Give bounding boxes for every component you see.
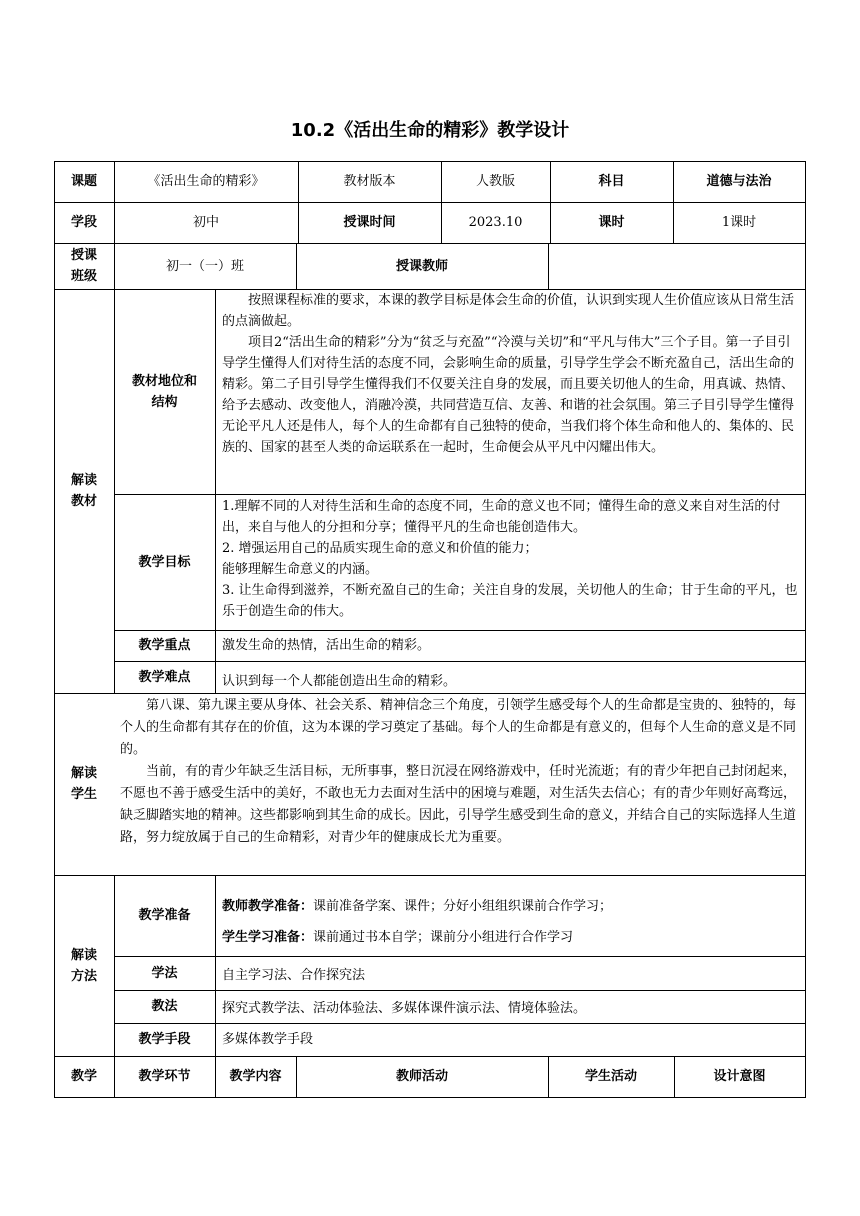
methods-label-line1: 解读 <box>70 947 97 963</box>
students-paragraph-2: 当前，有的青少年缺乏生活目标，无所事事，整日沉浸在网络游戏中，任时光流逝；有的青少年把自己封闭起来，不愿也不善于感受生活中的美好，不敢也无力去面对生活中的困境与难题，对生活失去信心；有的青少年则好高骛远，缺乏脚踏实地的精神。这些都影响到其生命的成长。因此，引导学生感受到生命的意义，并结合自己的实际选择人生道路，努力绽放属于自己的生命精彩，对青少年的健康成长尤为重要。 <box>120 764 797 845</box>
difficulty-label: 教学难点 <box>138 669 191 685</box>
position-label-line2: 结构 <box>151 394 178 410</box>
teacher-value <box>548 243 805 289</box>
hours-label: 课时 <box>598 215 625 230</box>
textbook-label-line1: 解读 <box>70 473 97 488</box>
footer-col-stage: 教学环节 <box>138 1069 191 1084</box>
students-content <box>120 695 802 875</box>
class-label-line2: 班级 <box>70 269 97 284</box>
footer-col-design-intent: 设计意图 <box>713 1069 766 1084</box>
footer-col-student-activity: 学生活动 <box>584 1069 637 1084</box>
methods-section-label <box>54 875 114 1056</box>
time-label: 授课时间 <box>343 215 396 230</box>
goal-2: 2. 增强运用自己的品质实现生命的意义和价值的能力； <box>222 541 538 556</box>
edition-value: 人教版 <box>475 174 515 189</box>
teaching-method-value: 探究式教学法、活动体验法、多媒体课件演示法、情境体验法。 <box>222 1001 587 1016</box>
students-section-label <box>54 693 114 875</box>
class-value: 初一（一）班 <box>165 258 244 274</box>
subject-value: 《活出生命的精彩》 <box>147 174 265 189</box>
prep-label: 教学准备 <box>138 908 191 923</box>
teacher-prep-label: 教师教学准备： <box>222 899 314 914</box>
teacher-prep <box>222 891 800 922</box>
textbook-section-label <box>54 289 114 693</box>
goals-label: 教学目标 <box>138 554 191 570</box>
students-label-line2: 学生 <box>70 787 97 802</box>
student-prep-value: 课前通过书本自学；课前分小组进行合作学习 <box>313 930 574 945</box>
page-title: 10.2《活出生命的精彩》教学设计 <box>290 120 570 141</box>
position-label-line1: 教材地位和 <box>131 373 197 389</box>
hours-value: 1课时 <box>721 215 757 230</box>
students-label-line1: 解读 <box>70 766 97 781</box>
teacher-label: 授课教师 <box>395 258 448 274</box>
goal-2-continued: 能够理解生命意义的内涵。 <box>222 562 379 577</box>
teaching-method-label: 教法 <box>151 999 178 1014</box>
class-label-line1: 授课 <box>70 248 97 263</box>
key-point-label: 教学重点 <box>138 638 191 653</box>
position-paragraph-2: 项目2“活出生命的精彩”分为“贫乏与充盈”“冷漠与关切”和“平凡与伟大”三个子目。第一子目引导学生懂得人们对待生活的态度不同，会影响生命的质量，引导学生学会不断充盈自己，活出生命的精彩。第二子目引导学生懂得我们不仅要关注自身的发展，而且要关切他人的生命，用真诚、热情、给予去感动、改变他人，消融冷漠，共同营造互信、友善、和谐的社会氛围。第三子目引导学生懂得无论平凡人还是伟人，每个人的生命都有自己独特的使命，当我们将个体生命和他人的、集体的、民族的、国家的甚至人类的命运联系在一起时，生命便会从平凡中闪耀出伟大。 <box>222 335 795 455</box>
goals-content <box>222 496 800 630</box>
course-value: 道德与法治 <box>706 174 772 189</box>
prep-content <box>222 891 800 953</box>
footer-col-content: 教学内容 <box>229 1069 282 1084</box>
difficulty-value: 认识到每一个人都能创造出生命的精彩。 <box>222 673 457 689</box>
methods-label-line2: 方法 <box>70 968 97 984</box>
footer-col-teaching: 教学 <box>70 1069 97 1084</box>
footer-col-teacher-activity: 教师活动 <box>395 1069 448 1084</box>
teaching-means-label: 教学手段 <box>138 1032 191 1047</box>
subject-label: 课题 <box>70 174 97 189</box>
goal-3: 3. 让生命得到滋养，不断充盈自己的生命；关注自身的发展，关切他人的生命；甘于生命的平凡，也乐于创造生命的伟大。 <box>222 583 798 619</box>
student-prep <box>222 922 800 953</box>
textbook-label-line2: 教材 <box>70 494 97 509</box>
course-label: 科目 <box>598 174 625 189</box>
class-label <box>54 243 114 289</box>
goal-1: 1.理解不同的人对待生活和生命的态度不同，生命的意义也不同；懂得生命的意义来自对生活的付出，来自与他人的分担和分享；懂得平凡的生命也能创造伟大。 <box>222 499 781 535</box>
time-value: 2023.10 <box>468 215 523 230</box>
key-point-value: 激发生命的热情，活出生命的精彩。 <box>222 638 431 653</box>
teacher-prep-value: 课前准备学案、课件；分好小组组织课前合作学习； <box>313 899 613 914</box>
stage-label: 学段 <box>70 215 97 230</box>
position-paragraph-1: 按照课程标准的要求，本课的教学目标是体会生命的价值，认识到实现人生价值应该从日常生活的点滴做起。 <box>222 293 795 329</box>
stage-value: 初中 <box>192 215 219 230</box>
students-paragraph-1: 第八课、第九课主要从身体、社会关系、精神信念三个角度，引领学生感受每个人的生命都是宝贵的、独特的，每个人的生命都有其存在的价值，这为本课的学习奠定了基础。每个人的生命都是有意义的，但每个人生命的意义是不同的。 <box>120 698 797 757</box>
position-content <box>222 290 800 494</box>
teaching-means-value: 多媒体教学手段 <box>222 1032 314 1047</box>
learning-method-value: 自主学习法、合作探究法 <box>222 967 366 983</box>
learning-method-label: 学法 <box>151 965 178 981</box>
edition-label: 教材版本 <box>343 174 396 189</box>
position-label <box>114 289 215 494</box>
student-prep-label: 学生学习准备： <box>222 930 314 945</box>
